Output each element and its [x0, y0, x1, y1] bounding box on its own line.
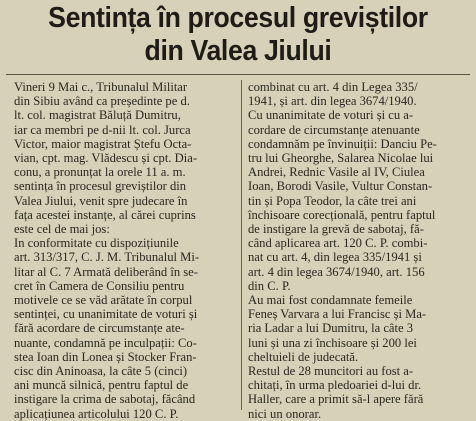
- text-line: Au mai fost condamnate femeile: [248, 293, 413, 308]
- text-line: din Sibiu având ca președinte pe d.: [14, 94, 190, 109]
- text-line: Andrei, Rednic Vasile al IV, Ciulea: [248, 165, 425, 180]
- text-line: fața acestei instanțe, al cărei cuprins: [14, 207, 196, 222]
- text-line: Vineri 9 Mai c., Tribunalul Militar: [14, 80, 188, 94]
- text-line: combinat cu art. 4 din Legea 335/: [248, 80, 418, 94]
- text-line: nici un onorar.: [248, 406, 322, 421]
- text-line: cordare de circumstanțe atenuante: [248, 122, 420, 137]
- text-line: luni și una zi închisoare și 200 lei: [248, 335, 417, 350]
- text-line: cret în Camera de Consiliu pentru: [14, 278, 185, 293]
- text-line: Ioan, Borodi Vasile, Vultur Constan-: [248, 179, 433, 194]
- text-line: motivele ce se văd arătate în corpul: [14, 293, 193, 308]
- text-line: stea Ioan din Lonea și Stocker Fran-: [14, 349, 197, 364]
- text-line: chitați, în urma pledoariei d-lui dr.: [248, 378, 422, 393]
- text-line: este cel de mai jos:: [14, 222, 110, 237]
- text-line: art. 4 din legea 3674/1940, art. 156: [248, 264, 425, 279]
- text-line: conu, a pronunțat la orele 11 a. m.: [14, 165, 186, 180]
- text-line: ani muncă silnică, pentru faptul de: [14, 378, 189, 393]
- text-line: ria Ladar a lui Dumitru, la câte 3: [248, 321, 414, 336]
- headline-rule: [6, 74, 470, 75]
- left-column: [14, 80, 236, 421]
- text-line: cheltuieli de judecată.: [248, 349, 359, 364]
- text-line: Victor, maior magistrat Ștefu Octa-: [14, 136, 192, 151]
- text-line: cisc din Aninoasa, la câte 5 (cinci): [14, 364, 188, 379]
- text-line: nat cu art. 4, din legea 335/1941 și: [248, 250, 422, 265]
- text-line: vian, cpt. mag. Vlădescu și cpt. Dia-: [14, 151, 198, 166]
- text-line: sentința în procesul greviștilor din: [14, 179, 187, 194]
- text-line: Restul de 28 muncitori au fost a-: [248, 364, 414, 379]
- text-line: din C. P.: [248, 278, 291, 293]
- text-line: litar al C. 7 Armată deliberând în se-: [14, 264, 198, 279]
- column-divider: [241, 80, 242, 410]
- text-line: art. 313/317, C. J. M. Tribunalul Mi-: [14, 250, 200, 265]
- headline-line-2: din Valea Jiului: [144, 35, 332, 67]
- text-line: de instigare la grevă de sabotaj, fă-: [248, 222, 424, 237]
- headline-line-1: Sentința în procesul greviștilor: [48, 2, 428, 34]
- text-line: iar ca membri pe d-nii lt. col. Jurca: [14, 122, 191, 137]
- text-line: Cu unanimitate de voturi și cu a-: [248, 108, 414, 123]
- text-line: nuante, condamnă pe inculpații: Co-: [14, 335, 197, 350]
- text-line: tru lui Gheorghe, Salarea Nicolae lui: [248, 151, 434, 166]
- text-line: instigare la crima de sabotaj, făcând: [14, 392, 196, 407]
- text-line: tin și Popa Teodor, la câte trei ani: [248, 193, 417, 208]
- text-line: Feneș Varvara a lui Francisc și Ma-: [248, 307, 427, 322]
- right-column: [248, 80, 470, 421]
- text-line: 1941, și art. din legea 3674/1940.: [248, 94, 417, 109]
- text-line: sentinței, cu unanimitate de voturi și: [14, 307, 198, 322]
- headline: [19, 2, 457, 68]
- text-line: închisoare corecțională, pentru faptul: [248, 207, 436, 222]
- text-line: fără acordare de circumstanțe ate-: [14, 321, 185, 336]
- text-line: In conformitate cu dispozițiunile: [14, 236, 179, 251]
- text-line: Haller, care a primit să-l apere fără: [248, 392, 424, 407]
- text-line: când aplicarea art. 120 C. P. combi-: [248, 236, 428, 251]
- text-line: condamnăm pe învinuiții: Danciu Pe-: [248, 136, 437, 151]
- text-line: lt. col. magistrat Băluță Dumitru,: [14, 108, 181, 123]
- text-line: aplicațiunea articolului 120 C. P.: [14, 406, 179, 421]
- text-line: Valea Jiului, venit spre judecare în: [14, 193, 188, 208]
